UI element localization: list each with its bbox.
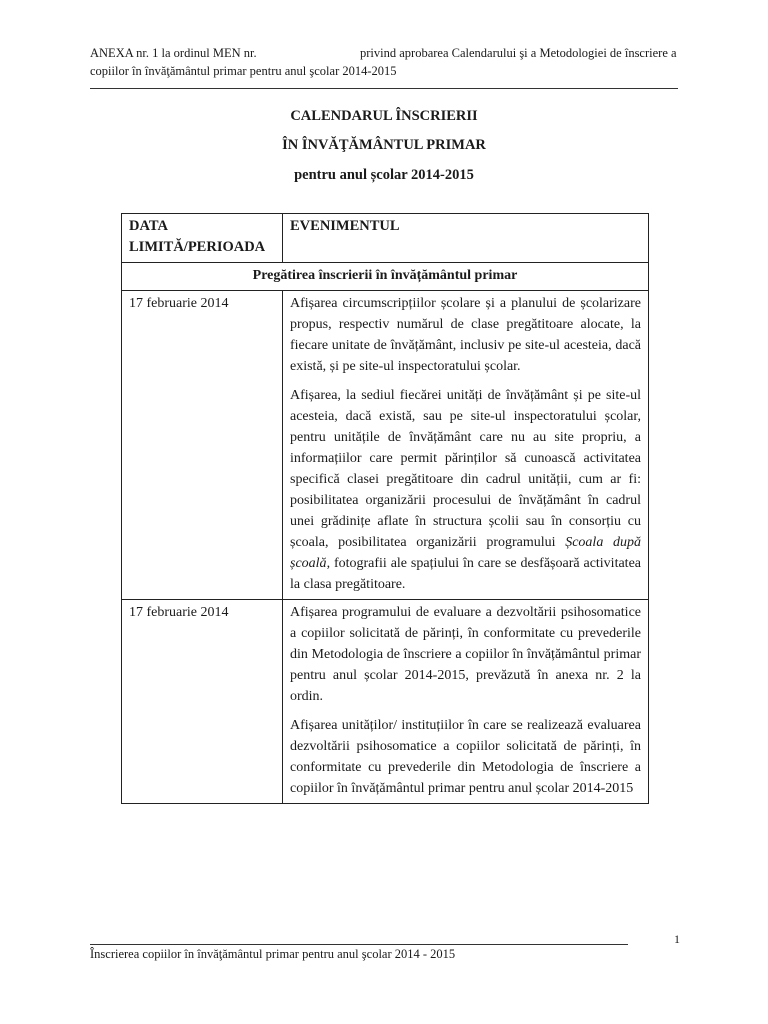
section-row [122,263,649,291]
header-subject: privind aprobarea Calendarului şi a Metodologiei de înscriere a [360,46,677,60]
event-paragraph: Afișarea unităților/ instituțiilor în care se realizează evaluarea dezvoltării psihosomatice a copiilor solicitată de părinți, în conformitate cu prevederile din Metodologia de înscriere a copiilor în învățământul primar pentru anul școlar 2014-2015 [290,718,641,796]
page-subtitle: ÎN ÎNVĂŢĂMÂNTUL PRIMAR [282,137,486,153]
table-header-row [122,214,649,263]
footer-text: Înscrierea copiilor în învăţământul primar pentru anul şcolar 2014 - 2015 [90,947,456,961]
column-header-date-line2: LIMITĂ/PERIOADA [129,239,266,255]
table-row [122,600,649,804]
column-header-date-line1: DATA [129,218,168,234]
header-line-1 [90,44,690,62]
section-title: Pregătirea înscrierii în învățământul primar [122,263,649,291]
footer-divider [90,944,628,945]
event-text: Afișarea, la sediul fiecărei unități de învățământ și pe site-ul acesteia, dacă există, sau pe site-ul inspectoratului școlar, pentru unitățile de învățământ care nu au site propriu, a informațiilor care permit părinților să cunoască activitatea specifică clasei pregătitoare din cadrul unității, cum ar fi: posibilitatea organizării procesului de învățământ în cadrul unei grădinițe aflate în structura școlii sau în consorțiu cu școala, posibilitatea organizării programului [290,388,641,550]
event-paragraph: Afișarea circumscripțiilor școlare și a planului de școlarizare propus, respectiv numărul de clase pregătitoare alocate, la fiecare unitate de învățământ, inclusiv pe site-ul acesteia, dacă există, și pe site-ul inspectoratului școlar. [290,296,641,374]
row-event [283,291,649,600]
column-header-event: EVENIMENTUL [283,214,649,263]
page-title: CALENDARUL ÎNSCRIERII [290,108,478,124]
header-divider [90,88,678,89]
column-header-date [122,214,283,263]
row-date: 17 februarie 2014 [122,291,283,600]
page-number: 1 [674,932,680,946]
program-name: Școala după școală [290,535,642,571]
row-event [283,600,649,804]
calendar-table [121,213,649,804]
event-paragraph: Afișarea programului de evaluare a dezvoltării psihosomatice a copiilor solicitată de părinți, în conformitate cu prevederile din Metodologia de înscriere a copiilor în învățământul primar pentru anul școlar 2014-2015, prevăzută în anexa nr. 2 la ordin. [290,605,641,704]
page-school-year: pentru anul școlar 2014-2015 [294,167,474,183]
table-row [122,291,649,600]
document-header [90,44,690,80]
event-text-end: , fotografii ale spațiului în care se desfășoară activitatea la clasa pregătitoare. [290,556,641,592]
header-annex-ref: ANEXA nr. 1 la ordinul MEN nr. [90,46,257,60]
header-line-2: copiilor în învăţământul primar pentru anul şcolar 2014-2015 [90,64,397,78]
event-paragraph [290,385,641,595]
row-date: 17 februarie 2014 [122,600,283,804]
